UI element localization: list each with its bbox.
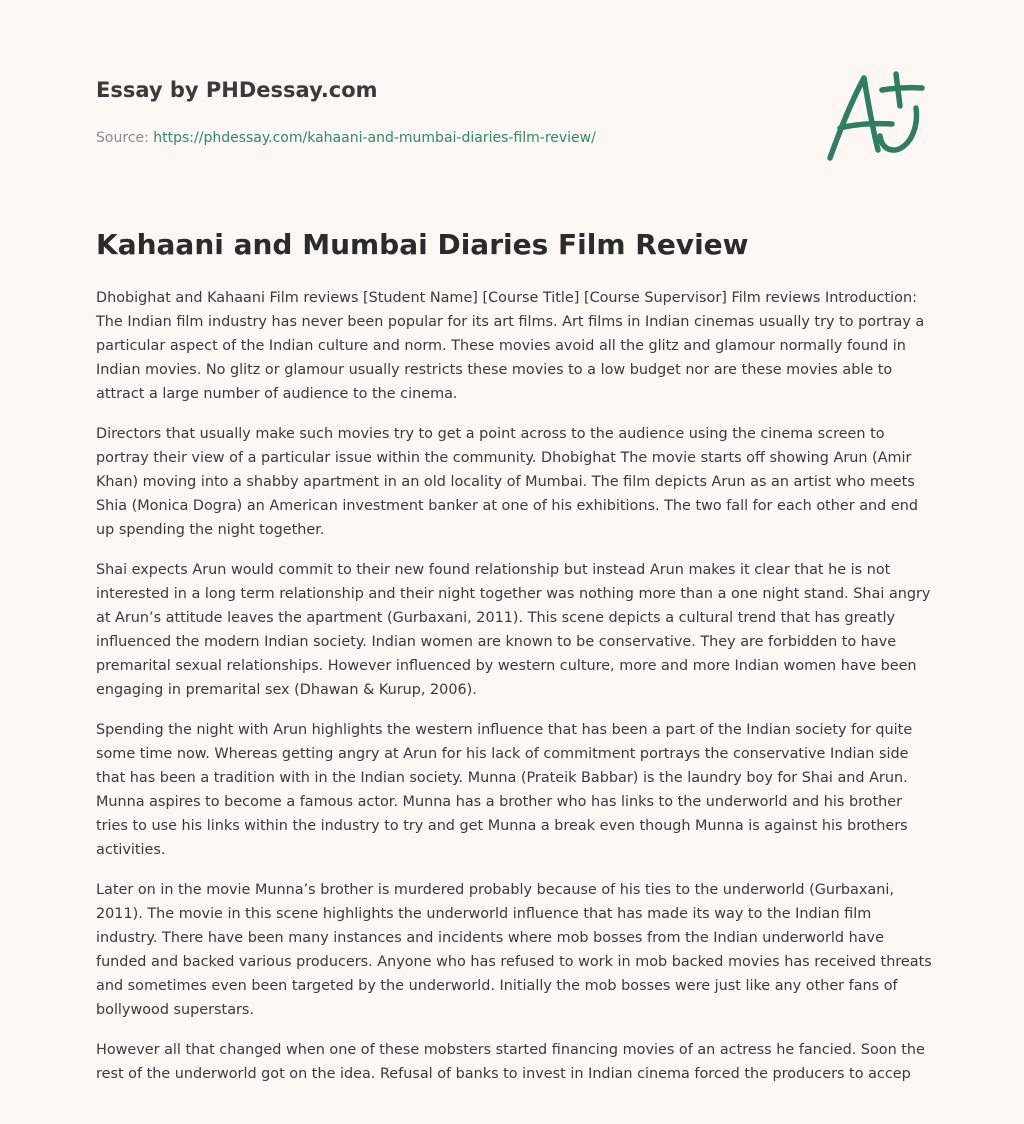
paragraph: However all that changed when one of these mobsters started financing movies of an actress he fancied. Soon the rest of the underworld got on the idea. Refusal of banks to invest in Indian cinema forced the producers to accep xyxy=(96,1042,925,1082)
paragraph: Directors that usually make such movies try to get a point across to the audience using the cinema screen to portray their view of a particular issue within the community. Dhobighat The movie starts off showing Arun (Amir Khan) moving into a shabby apartment in an old locality of Mumbai. The film depicts Arun as an artist who meets Shia (Monica Dogra) an American investment banker at one of his exhibitions. The two fall for each other and end up spending the night together. xyxy=(96,426,918,538)
document-header xyxy=(96,76,796,148)
article-title: Kahaani and Mumbai Diaries Film Review xyxy=(96,228,749,261)
paragraph: Later on in the movie Munna’s brother is murdered probably because of his ties to the underworld (Gurbaxani, 2011). The movie in this scene highlights the underworld influence that has made its way to the Indian film industry. There have been many instances and incidents where mob bosses from the Indian underworld have funded and backed various producers. Anyone who has refused to work in mob backed movies has received threats and sometimes even been targeted by the underworld. Initially the mob bosses were just like any other fans of bollywood superstars. xyxy=(96,882,932,1018)
article-body xyxy=(96,286,936,1102)
paragraph: Dhobighat and Kahaani Film reviews [Student Name] [Course Title] [Course Supervisor] Film reviews Introduction: The Indian film industry has never been popular for its art films. Art films in Indian cinemas usually try to portray a particular aspect of the Indian culture and norm. These movies avoid all the glitz and glamour normally found in Indian movies. No glitz or glamour usually restricts these movies to a low budget nor are these movies able to attract a large number of audience to the cinema. xyxy=(96,290,925,402)
paragraph: Shai expects Arun would commit to their new found relationship but instead Arun makes it clear that he is not interested in a long term relationship and their night together was nothing more than a one night stand. Shai angry at Arun’s attitude leaves the apartment (Gurbaxani, 2011). This scene depicts a cultural trend that has greatly influenced the modern Indian society. Indian women are known to be conservative. They are forbidden to have premarital sexual relationships. However influenced by western culture, more and more Indian women have been engaging in premarital sex (Dhawan & Kurup, 2006). xyxy=(96,562,931,698)
paragraph: Spending the night with Arun highlights the western influence that has been a part of the Indian society for quite some time now. Whereas getting angry at Arun for his lack of commitment portrays the conservative Indian side that has been a tradition with in the Indian society. Munna (Prateik Babbar) is the laundry boy for Shai and Arun. Munna aspires to become a famous actor. Munna has a brother who has links to the underworld and his brother tries to use his links within the industry to try and get Munna a break even though Munna is against his brothers activities. xyxy=(96,722,913,858)
source-line xyxy=(96,128,796,148)
source-label: Source: xyxy=(96,130,149,146)
a-plus-grade-icon xyxy=(818,66,930,166)
brand-title: Essay by PHDessay.com xyxy=(96,78,378,102)
source-link[interactable]: https://phdessay.com/kahaani-and-mumbai-diaries-film-review/ xyxy=(153,130,596,146)
